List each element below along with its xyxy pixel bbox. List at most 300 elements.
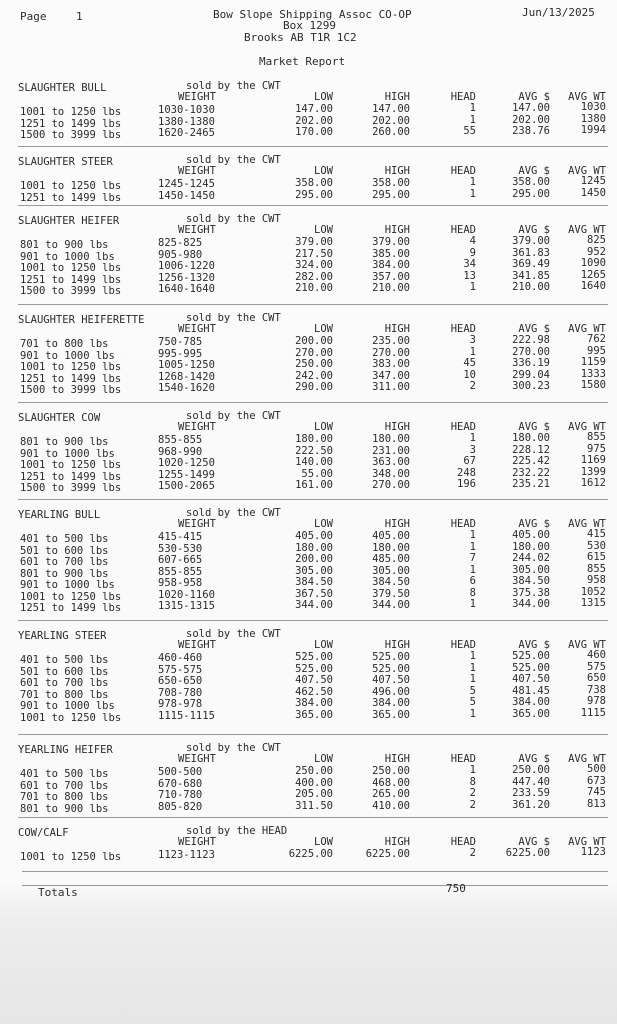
- row-avg-wt: 1994: [580, 124, 606, 136]
- col-avg-price-header: AVG $: [518, 323, 550, 335]
- col-high-header: HIGH: [384, 91, 410, 103]
- totals-head: 750: [446, 882, 466, 895]
- row-high: 344.00: [372, 599, 410, 611]
- row-high: 295.00: [372, 188, 410, 201]
- col-low-header: LOW: [314, 753, 333, 765]
- col-high-header: HIGH: [384, 224, 410, 236]
- row-low: 217.50: [295, 247, 333, 260]
- row-low: 407.50: [295, 674, 333, 686]
- col-low-header: LOW: [314, 323, 333, 335]
- row-avg-wt: 530: [587, 539, 606, 552]
- row-weight-range: 1001 to 1250 lbs: [20, 262, 122, 274]
- row-low: 384.50: [295, 576, 333, 588]
- row-weight: 805-820: [158, 800, 203, 813]
- row-high: 384.00: [372, 697, 410, 709]
- section-title: YEARLING STEER: [18, 630, 107, 642]
- section-sold-by: sold by the CWT: [186, 742, 281, 754]
- row-weight: 1255-1499: [158, 468, 215, 481]
- row-avg-wt: 1640: [580, 280, 606, 292]
- col-low-header: LOW: [314, 836, 333, 848]
- row-high: 384.50: [372, 576, 410, 588]
- row-low: 358.00: [295, 177, 333, 189]
- row-avg-price: 202.00: [512, 113, 550, 126]
- row-avg-wt: 738: [587, 683, 606, 696]
- row-weight: 855-855: [158, 434, 203, 446]
- row-high: 410.00: [372, 799, 410, 812]
- section-title: SLAUGHTER BULL: [18, 82, 107, 94]
- row-weight: 607-665: [158, 554, 203, 566]
- row-avg-wt: 825: [587, 234, 606, 246]
- row-weight-range: 1001 to 1250 lbs: [20, 180, 122, 192]
- row-weight-range: 1251 to 1499 lbs: [20, 273, 122, 286]
- row-head: 1: [469, 187, 476, 200]
- col-weight-header: WEIGHT: [178, 91, 216, 103]
- section-rule: [18, 304, 608, 305]
- section-rule: [18, 402, 608, 403]
- row-low: 250.00: [295, 765, 333, 777]
- row-avg-price: 375.38: [512, 586, 550, 599]
- totals-label: Totals: [38, 886, 78, 899]
- row-weight-range: 401 to 500 lbs: [20, 533, 109, 545]
- row-weight: 1500-2065: [158, 480, 215, 492]
- row-avg-price: 300.23: [512, 380, 550, 392]
- row-weight: 1268-1420: [158, 370, 215, 383]
- row-low: 202.00: [295, 114, 333, 127]
- row-high: 357.00: [372, 270, 410, 283]
- row-high: 383.00: [372, 358, 410, 370]
- row-head: 4: [469, 235, 476, 247]
- section-title: YEARLING BULL: [18, 509, 101, 521]
- row-head: 10: [463, 368, 476, 381]
- row-avg-wt: 958: [587, 574, 606, 586]
- row-high: 496.00: [372, 685, 410, 698]
- row-low: 55.00: [301, 467, 333, 480]
- row-avg-price: 481.45: [512, 684, 550, 697]
- section-sold-by: sold by the CWT: [186, 507, 281, 519]
- row-avg-wt: 650: [587, 672, 606, 684]
- row-avg-wt: 1580: [580, 379, 606, 391]
- row-avg-wt: 855: [587, 431, 606, 443]
- col-avg-wt-header: AVG WT: [568, 91, 606, 103]
- col-avg-price-header: AVG $: [518, 836, 550, 848]
- row-avg-wt: 1265: [580, 268, 606, 281]
- row-avg-price: 228.12: [512, 443, 550, 456]
- row-high: 260.00: [372, 126, 410, 138]
- row-high: 379.50: [372, 587, 410, 600]
- row-weight-range: 801 to 900 lbs: [20, 567, 109, 580]
- row-head: 45: [463, 357, 476, 369]
- row-weight-range: 1500 to 3999 lbs: [20, 482, 122, 494]
- col-low-header: LOW: [314, 165, 333, 177]
- row-low: 250.00: [295, 358, 333, 370]
- row-weight-range: 1251 to 1499 lbs: [20, 191, 122, 204]
- section-sold-by: sold by the CWT: [186, 80, 281, 92]
- row-high: 525.00: [372, 651, 410, 663]
- row-head: 1: [469, 563, 476, 576]
- row-low: 311.50: [295, 799, 333, 812]
- row-high: 311.00: [372, 381, 410, 393]
- row-weight-range: 1500 to 3999 lbs: [20, 285, 122, 297]
- col-avg-price-header: AVG $: [518, 421, 550, 433]
- row-weight-range: 401 to 500 lbs: [20, 654, 109, 666]
- row-high: 180.00: [372, 541, 410, 554]
- row-avg-price: 379.00: [512, 235, 550, 247]
- row-avg-wt: 1612: [580, 477, 606, 489]
- row-weight-range: 401 to 500 lbs: [20, 768, 109, 780]
- row-head: 2: [469, 847, 476, 859]
- col-high-header: HIGH: [384, 639, 410, 651]
- section-rule: [18, 205, 608, 206]
- row-low: 180.00: [295, 541, 333, 554]
- row-weight-range: 801 to 900 lbs: [20, 239, 109, 251]
- row-weight: 855-855: [158, 565, 203, 578]
- row-avg-wt: 1115: [580, 706, 606, 719]
- col-weight-header: WEIGHT: [178, 753, 216, 765]
- row-weight: 968-990: [158, 445, 203, 458]
- company-name: Bow Slope Shipping Assoc CO-OP: [213, 8, 412, 21]
- row-weight-range: 1500 to 3999 lbs: [20, 129, 122, 141]
- row-avg-price: 384.50: [512, 575, 550, 587]
- col-head-header: HEAD: [450, 639, 476, 651]
- row-avg-wt: 415: [587, 528, 606, 540]
- row-head: 55: [463, 125, 476, 137]
- row-low: 180.00: [295, 433, 333, 445]
- section-rule: [18, 817, 608, 818]
- row-head: 2: [469, 798, 476, 811]
- col-avg-price-header: AVG $: [518, 165, 550, 177]
- col-high-header: HIGH: [384, 836, 410, 848]
- col-avg-wt-header: AVG WT: [568, 753, 606, 765]
- row-avg-wt: 1052: [580, 585, 606, 598]
- row-avg-price: 447.40: [512, 775, 550, 788]
- row-avg-price: 305.00: [512, 563, 550, 576]
- row-head: 67: [463, 455, 476, 467]
- row-head: 6: [469, 575, 476, 587]
- col-avg-wt-header: AVG WT: [568, 639, 606, 651]
- col-avg-price-header: AVG $: [518, 639, 550, 651]
- col-high-header: HIGH: [384, 165, 410, 177]
- row-weight: 1315-1315: [158, 600, 215, 612]
- row-head: 1: [469, 102, 476, 114]
- row-head: 9: [469, 246, 476, 259]
- section-sold-by: sold by the CWT: [186, 213, 281, 225]
- row-avg-wt: 1090: [580, 257, 606, 269]
- row-high: 407.50: [372, 674, 410, 686]
- row-high: 231.00: [372, 444, 410, 457]
- col-weight-header: WEIGHT: [178, 224, 216, 236]
- section-rule: [18, 734, 608, 735]
- row-high: 385.00: [372, 247, 410, 260]
- row-high: 384.00: [372, 259, 410, 271]
- row-low: 324.00: [295, 259, 333, 271]
- totals-rule: [22, 885, 608, 886]
- col-avg-wt-header: AVG WT: [568, 421, 606, 433]
- col-avg-wt-header: AVG WT: [568, 323, 606, 335]
- row-low: 405.00: [295, 530, 333, 542]
- row-head: 7: [469, 552, 476, 564]
- row-head: 3: [469, 443, 476, 456]
- row-avg-price: 250.00: [512, 764, 550, 776]
- row-weight: 530-530: [158, 542, 203, 555]
- row-weight: 1006-1220: [158, 260, 215, 272]
- col-low-header: LOW: [314, 224, 333, 236]
- col-weight-header: WEIGHT: [178, 518, 216, 530]
- section-title: YEARLING HEIFER: [18, 744, 113, 756]
- row-avg-price: 233.59: [512, 787, 550, 799]
- col-avg-wt-header: AVG WT: [568, 518, 606, 530]
- row-avg-price: 344.00: [512, 598, 550, 610]
- row-head: 5: [469, 684, 476, 697]
- row-avg-price: 6225.00: [505, 847, 550, 859]
- row-high: 147.00: [372, 103, 410, 115]
- row-weight: 500-500: [158, 766, 203, 778]
- row-avg-wt: 978: [587, 695, 606, 707]
- row-weight: 958-958: [158, 577, 203, 589]
- row-avg-price: 369.49: [512, 258, 550, 270]
- row-avg-wt: 975: [587, 442, 606, 455]
- row-avg-price: 270.00: [512, 345, 550, 358]
- row-high: 270.00: [372, 479, 410, 491]
- row-high: 405.00: [372, 530, 410, 542]
- row-avg-price: 238.76: [512, 125, 550, 137]
- row-avg-price: 222.98: [512, 334, 550, 346]
- row-weight-range: 901 to 1000 lbs: [20, 447, 115, 460]
- row-head: 1: [469, 281, 476, 293]
- row-weight: 1020-1250: [158, 457, 215, 469]
- col-head-header: HEAD: [450, 518, 476, 530]
- row-low: 384.00: [295, 697, 333, 709]
- row-low: 367.50: [295, 587, 333, 600]
- row-head: 8: [469, 586, 476, 599]
- col-low-header: LOW: [314, 639, 333, 651]
- row-avg-price: 525.00: [512, 661, 550, 674]
- col-avg-price-header: AVG $: [518, 753, 550, 765]
- row-avg-wt: 1450: [580, 186, 606, 199]
- row-weight-range: 1001 to 1250 lbs: [20, 459, 122, 471]
- row-head: 1: [469, 598, 476, 610]
- row-avg-price: 358.00: [512, 176, 550, 188]
- row-head: 2: [469, 787, 476, 799]
- row-avg-price: 225.42: [512, 455, 550, 467]
- col-low-header: LOW: [314, 91, 333, 103]
- col-head-header: HEAD: [450, 91, 476, 103]
- row-weight: 1620-2465: [158, 127, 215, 139]
- row-low: 525.00: [295, 651, 333, 663]
- row-avg-wt: 460: [587, 649, 606, 661]
- row-weight-range: 1251 to 1499 lbs: [20, 602, 122, 614]
- row-weight: 978-978: [158, 698, 203, 710]
- row-avg-price: 235.21: [512, 478, 550, 490]
- row-weight: 1640-1640: [158, 283, 215, 295]
- row-weight-range: 601 to 700 lbs: [20, 556, 109, 568]
- row-avg-price: 295.00: [512, 187, 550, 200]
- col-weight-header: WEIGHT: [178, 165, 216, 177]
- row-high: 210.00: [372, 282, 410, 294]
- totals-rule-top: [22, 871, 608, 872]
- row-avg-price: 336.19: [512, 357, 550, 369]
- row-weight: 1115-1115: [158, 709, 215, 722]
- row-weight: 825-825: [158, 237, 203, 249]
- row-avg-price: 361.83: [512, 246, 550, 259]
- row-low: 170.00: [295, 126, 333, 138]
- row-weight: 1380-1380: [158, 115, 215, 128]
- row-avg-wt: 855: [587, 562, 606, 575]
- row-avg-wt: 1333: [580, 367, 606, 380]
- row-avg-wt: 952: [587, 245, 606, 258]
- row-head: 2: [469, 380, 476, 392]
- row-low: 205.00: [295, 788, 333, 800]
- section-title: SLAUGHTER STEER: [18, 156, 113, 168]
- row-low: 400.00: [295, 776, 333, 789]
- row-weight-range: 501 to 600 lbs: [20, 544, 109, 557]
- col-low-header: LOW: [314, 518, 333, 530]
- row-weight: 415-415: [158, 531, 203, 543]
- row-head: 5: [469, 696, 476, 708]
- col-low-header: LOW: [314, 421, 333, 433]
- row-weight-range: 701 to 800 lbs: [20, 688, 109, 701]
- row-head: 1: [469, 432, 476, 444]
- row-weight-range: 901 to 1000 lbs: [20, 349, 115, 362]
- row-avg-price: 232.22: [512, 466, 550, 479]
- row-avg-price: 299.04: [512, 368, 550, 381]
- row-low: 6225.00: [288, 848, 333, 860]
- col-avg-price-header: AVG $: [518, 224, 550, 236]
- row-weight-range: 1001 to 1250 lbs: [20, 851, 122, 863]
- row-weight: 1030-1030: [158, 104, 215, 116]
- row-weight: 995-995: [158, 347, 203, 360]
- page-label: Page: [20, 10, 47, 23]
- col-avg-price-header: AVG $: [518, 91, 550, 103]
- row-weight-range: 501 to 600 lbs: [20, 665, 109, 678]
- row-head: 196: [457, 478, 476, 490]
- row-avg-wt: 1159: [580, 356, 606, 368]
- row-avg-wt: 673: [587, 774, 606, 787]
- col-avg-wt-header: AVG WT: [568, 165, 606, 177]
- row-weight-range: 1251 to 1499 lbs: [20, 372, 122, 385]
- row-weight: 1020-1160: [158, 588, 215, 601]
- row-low: 210.00: [295, 282, 333, 294]
- row-weight: 670-680: [158, 777, 203, 790]
- row-weight-range: 1001 to 1250 lbs: [20, 711, 122, 724]
- row-weight-range: 1251 to 1499 lbs: [20, 470, 122, 483]
- row-high: 347.00: [372, 369, 410, 382]
- row-high: 348.00: [372, 467, 410, 480]
- row-low: 147.00: [295, 103, 333, 115]
- col-high-header: HIGH: [384, 323, 410, 335]
- row-weight: 575-575: [158, 663, 203, 676]
- row-high: 379.00: [372, 236, 410, 248]
- row-head: 13: [463, 269, 476, 282]
- row-low: 140.00: [295, 456, 333, 468]
- row-avg-wt: 615: [587, 551, 606, 563]
- col-avg-wt-header: AVG WT: [568, 224, 606, 236]
- row-low: 222.50: [295, 444, 333, 457]
- row-high: 365.00: [372, 708, 410, 721]
- company-city: Brooks AB T1R 1C2: [244, 31, 357, 44]
- row-high: 525.00: [372, 662, 410, 675]
- section-sold-by: sold by the CWT: [186, 628, 281, 640]
- row-head: 1: [469, 176, 476, 188]
- row-high: 235.00: [372, 335, 410, 347]
- row-avg-wt: 745: [587, 786, 606, 798]
- row-weight: 1005-1250: [158, 359, 215, 371]
- row-head: 248: [457, 466, 476, 479]
- row-head: 34: [463, 258, 476, 270]
- row-high: 202.00: [372, 114, 410, 127]
- row-avg-price: 180.00: [512, 540, 550, 553]
- row-low: 379.00: [295, 236, 333, 248]
- row-low: 305.00: [295, 564, 333, 577]
- row-weight: 460-460: [158, 652, 203, 664]
- section-title: COW/CALF: [18, 827, 69, 839]
- col-avg-wt-header: AVG WT: [568, 836, 606, 848]
- row-weight-range: 801 to 900 lbs: [20, 802, 109, 815]
- col-avg-price-header: AVG $: [518, 518, 550, 530]
- row-weight-range: 901 to 1000 lbs: [20, 700, 115, 712]
- row-head: 1: [469, 345, 476, 358]
- section-title: SLAUGHTER COW: [18, 412, 101, 424]
- row-weight: 750-785: [158, 336, 203, 348]
- section-rule: [18, 620, 608, 621]
- row-weight-range: 601 to 700 lbs: [20, 779, 109, 792]
- row-head: 1: [469, 673, 476, 685]
- row-head: 1: [469, 650, 476, 662]
- row-low: 200.00: [295, 553, 333, 565]
- row-head: 3: [469, 334, 476, 346]
- row-weight-range: 1500 to 3999 lbs: [20, 384, 122, 396]
- row-high: 270.00: [372, 346, 410, 359]
- col-high-header: HIGH: [384, 753, 410, 765]
- row-high: 250.00: [372, 765, 410, 777]
- row-avg-wt: 762: [587, 333, 606, 345]
- section-title: SLAUGHTER HEIFERETTE: [18, 314, 145, 326]
- col-high-header: HIGH: [384, 518, 410, 530]
- row-avg-price: 210.00: [512, 281, 550, 293]
- row-avg-wt: 1315: [580, 597, 606, 609]
- section-sold-by: sold by the CWT: [186, 154, 281, 166]
- row-head: 1: [469, 764, 476, 776]
- col-head-header: HEAD: [450, 421, 476, 433]
- col-head-header: HEAD: [450, 836, 476, 848]
- col-head-header: HEAD: [450, 165, 476, 177]
- col-head-header: HEAD: [450, 323, 476, 335]
- row-low: 270.00: [295, 346, 333, 359]
- row-high: 6225.00: [365, 848, 410, 860]
- section-sold-by: sold by the CWT: [186, 312, 281, 324]
- section-sold-by: sold by the CWT: [186, 410, 281, 422]
- row-high: 180.00: [372, 433, 410, 445]
- row-head: 1: [469, 529, 476, 541]
- row-weight: 905-980: [158, 248, 203, 261]
- row-avg-price: 341.85: [512, 269, 550, 282]
- row-head: 1: [469, 707, 476, 720]
- col-weight-header: WEIGHT: [178, 639, 216, 651]
- col-weight-header: WEIGHT: [178, 836, 216, 848]
- col-weight-header: WEIGHT: [178, 323, 216, 335]
- row-head: 1: [469, 661, 476, 674]
- row-avg-wt: 1123: [580, 846, 606, 858]
- row-weight-range: 1001 to 1250 lbs: [20, 106, 122, 118]
- row-weight: 1450-1450: [158, 189, 215, 202]
- row-avg-wt: 575: [587, 660, 606, 673]
- row-high: 363.00: [372, 456, 410, 468]
- row-avg-price: 365.00: [512, 707, 550, 720]
- row-high: 485.00: [372, 553, 410, 565]
- row-low: 200.00: [295, 335, 333, 347]
- row-avg-price: 180.00: [512, 432, 550, 444]
- row-weight-range: 701 to 800 lbs: [20, 338, 109, 350]
- row-avg-wt: 995: [587, 344, 606, 357]
